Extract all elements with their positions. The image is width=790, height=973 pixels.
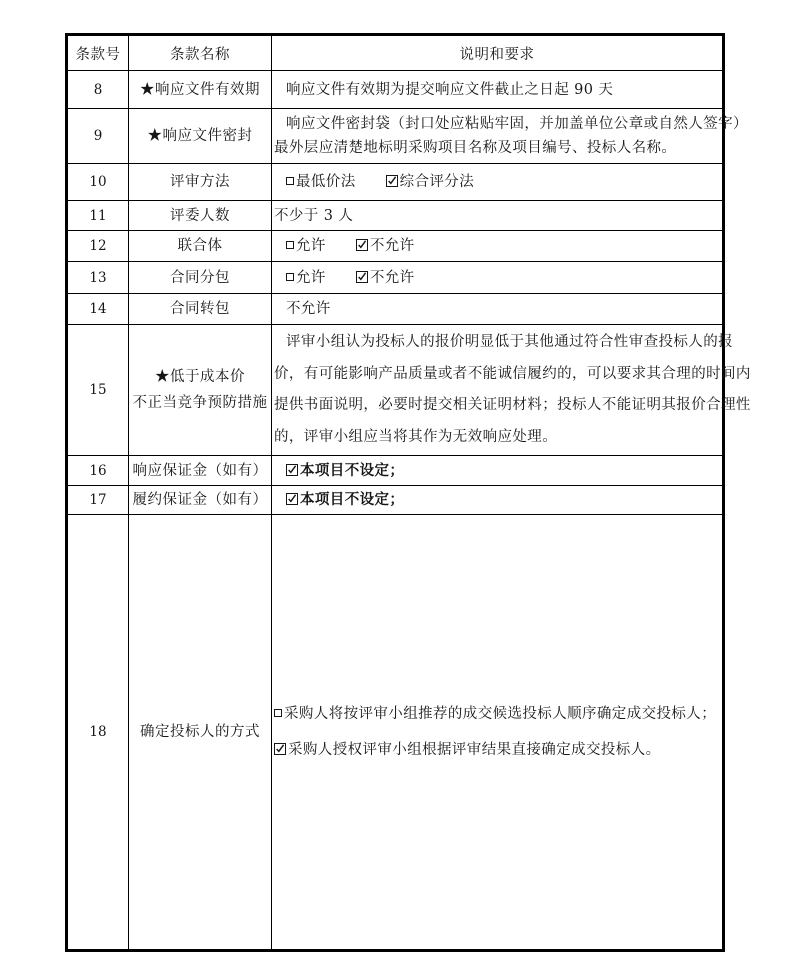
content-line <box>274 112 748 137</box>
clause-number: 13 <box>67 262 129 294</box>
clause-description <box>272 109 748 164</box>
content-text: 允许 <box>296 238 326 254</box>
clause-description <box>272 262 724 294</box>
content-text: 响应文件密封袋（封口处应粘贴牢固，并加盖单位公章或自然人签字） <box>286 115 748 132</box>
clause-name <box>129 294 272 325</box>
clause-name-line: 评委人数 <box>170 207 230 224</box>
clause-number: 15 <box>67 325 129 456</box>
clause-name <box>129 231 272 262</box>
checkbox-checked-icon <box>356 271 368 283</box>
table-row <box>67 262 724 294</box>
clause-name-line: 响应保证金（如有） <box>132 462 268 479</box>
clause-name-line: ★响应文件密封 <box>147 128 253 144</box>
table-row <box>67 164 724 201</box>
table-row <box>67 456 724 486</box>
content-text: 最外层应清楚地标明采购项目名称及项目编号、投标人名称。 <box>274 140 677 156</box>
content-line <box>274 422 718 454</box>
checkbox-unchecked-icon <box>274 709 282 717</box>
clause-description <box>272 515 724 951</box>
content-line <box>274 234 718 258</box>
checkbox-checked-icon <box>286 464 298 476</box>
table-row <box>67 325 724 456</box>
clause-name <box>129 201 272 231</box>
clause-number: 14 <box>67 294 129 325</box>
content-line <box>274 136 718 161</box>
content-text: 响应文件有效期为提交响应文件截止之日起 90 天 <box>286 81 614 98</box>
clause-description <box>272 325 751 456</box>
content-text: 不允许 <box>369 269 415 286</box>
clause-name-line: ★低于成本价 <box>155 369 245 385</box>
content-text: 不允许 <box>286 301 331 317</box>
clause-name <box>129 262 272 294</box>
content-text: 最低价法 <box>296 174 356 190</box>
clause-name <box>129 456 272 486</box>
table-row <box>67 109 724 164</box>
col-header-description: 说明和要求 <box>272 35 724 71</box>
clause-name <box>129 71 272 109</box>
clause-name-line: 评审方法 <box>170 174 230 190</box>
clause-name-line: 确定投标人的方式 <box>140 724 260 740</box>
content-text: 的，评审小组应当将其作为无效响应处理。 <box>274 428 558 445</box>
clause-name-line: 履约保证金（如有） <box>132 492 268 508</box>
clause-name-line: 联合体 <box>177 238 223 254</box>
table-header-row <box>67 35 724 71</box>
clause-number: 18 <box>67 515 129 951</box>
content-text: 评审小组认为投标人的报价明显低于其他通过符合性审查投标人的报 <box>286 334 733 350</box>
clause-description <box>272 456 724 486</box>
content-line <box>274 390 751 422</box>
clause-name <box>129 109 272 164</box>
table-row <box>67 201 724 231</box>
clause-number: 10 <box>67 164 129 201</box>
clause-name <box>129 486 272 515</box>
table-row <box>67 294 724 325</box>
checkbox-unchecked-icon <box>286 177 294 185</box>
content-line <box>274 327 733 359</box>
clause-name <box>129 164 272 201</box>
checkbox-unchecked-icon <box>286 273 294 281</box>
clause-number: 8 <box>67 71 129 109</box>
checkbox-checked-icon <box>386 175 398 187</box>
clause-number: 11 <box>67 201 129 231</box>
clause-name-line: 不正当竞争预防措施 <box>132 395 268 411</box>
clause-description <box>272 164 724 201</box>
checkbox-unchecked-icon <box>286 241 294 249</box>
clause-number: 9 <box>67 109 129 164</box>
content-line <box>274 459 718 483</box>
content-line <box>274 488 718 512</box>
table-row <box>67 515 724 951</box>
content-text: 允许 <box>296 269 326 286</box>
clause-number: 17 <box>67 486 129 515</box>
table-row <box>67 71 724 109</box>
clause-number: 16 <box>67 456 129 486</box>
clauses-table <box>65 33 751 952</box>
checkbox-checked-icon <box>286 493 298 505</box>
clause-name-line: ★响应文件有效期 <box>140 81 260 98</box>
content-line <box>274 170 718 194</box>
content-line <box>274 738 718 762</box>
checkbox-checked-icon <box>274 743 286 755</box>
content-line <box>274 702 718 726</box>
content-text: 不少于 3 人 <box>274 207 354 224</box>
content-text: 采购人将按评审小组推荐的成交候选投标人顺序确定成交投标人； <box>284 706 717 722</box>
clause-description <box>272 486 724 515</box>
table-row <box>67 231 724 262</box>
col-header-clause-no: 条款号 <box>67 35 129 71</box>
content-text: 采购人授权评审小组根据评审结果直接确定成交投标人。 <box>288 742 661 758</box>
checkbox-checked-icon <box>356 239 368 251</box>
content-text: 本项目不设定； <box>300 461 405 479</box>
clause-description <box>272 231 724 262</box>
clause-description <box>272 201 724 231</box>
clause-number: 12 <box>67 231 129 262</box>
content-text: 本项目不设定； <box>300 491 405 508</box>
clause-name-line: 合同分包 <box>170 269 230 286</box>
content-line <box>274 204 718 228</box>
content-text: 不允许 <box>369 238 415 254</box>
content-line <box>274 266 718 290</box>
content-text: 综合评分法 <box>399 174 475 190</box>
clause-name <box>129 515 272 951</box>
clause-name <box>129 325 272 456</box>
table-body <box>67 71 751 951</box>
table-row <box>67 486 724 515</box>
clause-name-line: 合同转包 <box>170 301 230 317</box>
clause-description <box>272 294 724 325</box>
clause-description <box>272 71 724 109</box>
content-line <box>274 359 751 391</box>
content-text: 提供书面说明，必要时提交相关证明材料；投标人不能证明其报价合理性 <box>274 397 751 413</box>
content-line <box>274 297 718 321</box>
content-line <box>274 78 718 102</box>
content-text: 价，有可能影响产品质量或者不能诚信履约的，可以要求其合理的时间内 <box>274 365 751 382</box>
col-header-clause-name: 条款名称 <box>129 35 272 71</box>
